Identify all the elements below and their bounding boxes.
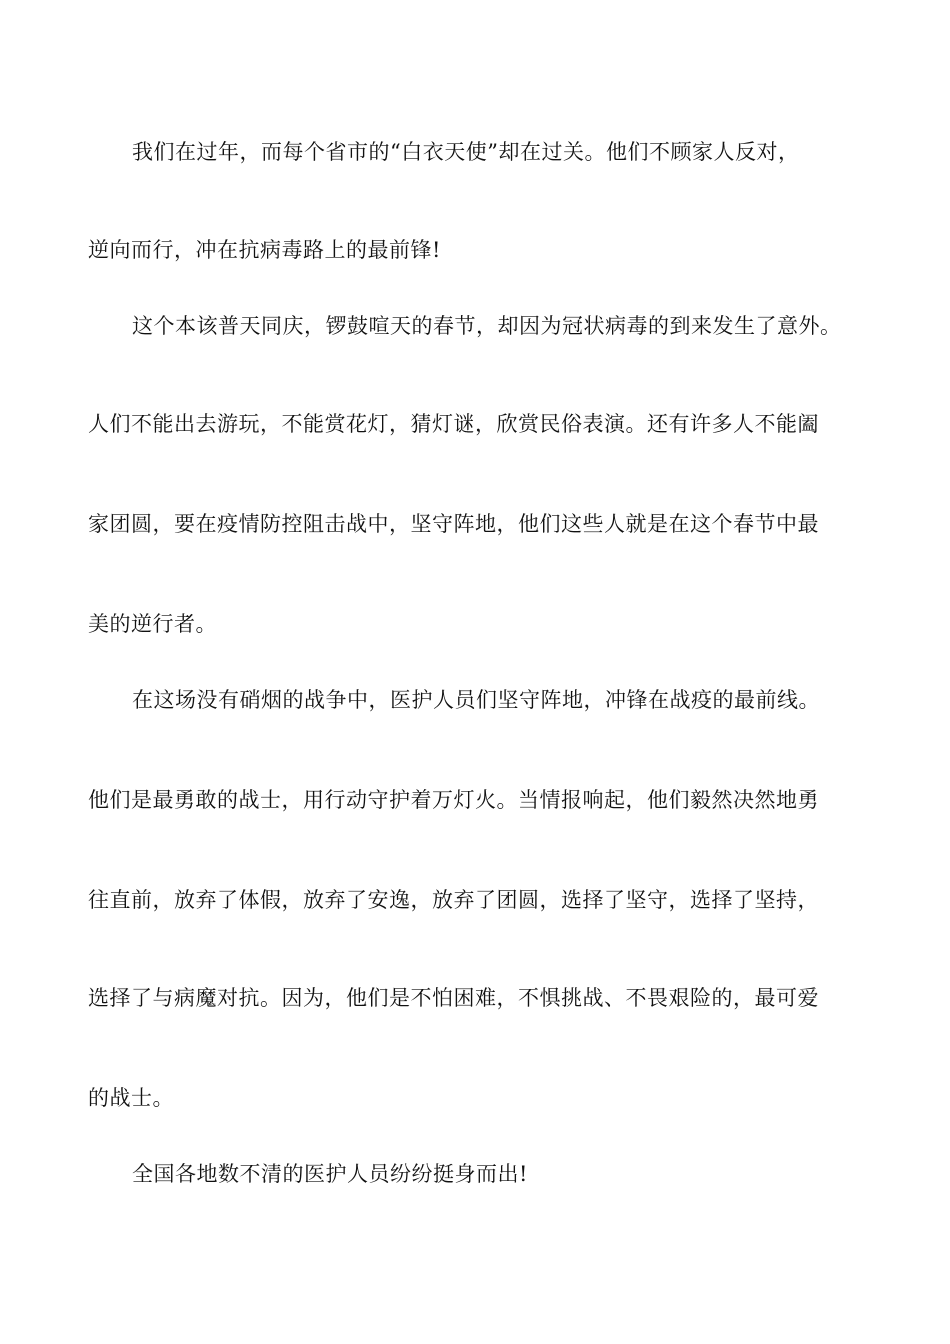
paragraph-2-line-1: 这个本该普天同庆，锣鼓喧天的春节，却因为冠状病毒的到来发生了意外。	[132, 314, 842, 338]
paragraph-4-line-1: 全国各地数不清的医护人员纷纷挺身而出!	[132, 1162, 528, 1186]
paragraph-3-line-4: 选择了与病魔对抗。因为，他们是不怕困难，不惧挑战、不畏艰险的，最可爱	[88, 986, 819, 1010]
paragraph-1-line-2: 逆向而行，冲在抗病毒路上的最前锋!	[88, 238, 441, 262]
paragraph-2-line-3: 家团圆，要在疫情防控阻击战中，坚守阵地，他们这些人就是在这个春节中最	[88, 512, 819, 536]
paragraph-1-line-1: 我们在过年，而每个省市的“白衣天使”却在过关。他们不顾家人反对，	[132, 140, 800, 164]
paragraph-3-line-1: 在这场没有硝烟的战争中，医护人员们坚守阵地，冲锋在战疫的最前线。	[132, 688, 820, 712]
paragraph-3-line-3: 往直前，放弃了体假，放弃了安逸，放弃了团圆，选择了坚守，选择了坚持，	[88, 888, 819, 912]
paragraph-3-line-2: 他们是最勇敢的战士，用行动守护着万灯火。当情报响起，他们毅然决然地勇	[88, 788, 819, 812]
paragraph-2-line-4: 美的逆行者。	[88, 612, 217, 636]
paragraph-2-line-2: 人们不能出去游玩，不能赏花灯，猜灯谜，欣赏民俗表演。还有许多人不能阖	[88, 412, 819, 436]
paragraph-3-line-5: 的战士。	[88, 1086, 174, 1110]
